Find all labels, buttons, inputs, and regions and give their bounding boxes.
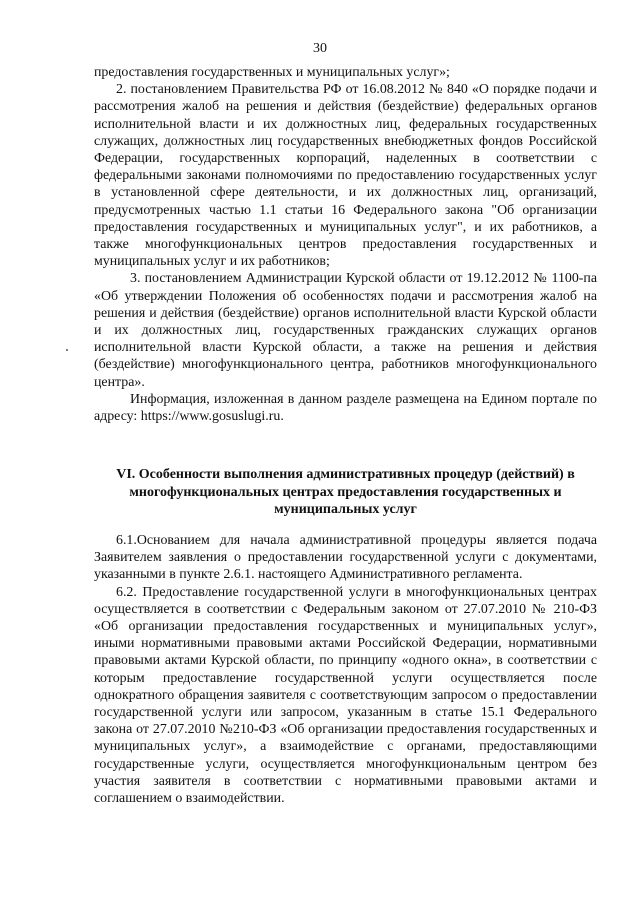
- page-number: 30: [313, 41, 327, 56]
- paragraph-6-1: 6.1.Основанием для начала административной процедуры является подача Заявителем заявления о предоставлении государственной услуги с документами, указанными в пункте 2.6.1. настоящего Административного регламента.: [94, 533, 597, 583]
- bottom-text-block: [94, 532, 597, 807]
- section-heading: VI. Особенности выполнения административных процедур (действий) в многофункциональных центрах предоставления государственных и муниципальных услуг: [116, 467, 575, 518]
- paragraph-item-2: 2. постановлением Правительства РФ от 16.08.2012 № 840 «О порядке подачи и рассмотрения жалоб на решения и действия (бездействие) федеральных органов исполнительной власти и их должностных лиц, федеральных государственных служащих, должностных лиц государственных внебюджетных фондов Российской Федерации, государственных корпораций, наделенных в соответствии с федеральными законами полномочиями по предоставлению государственных услуг в установленной сфере деятельности, и их должностных лиц, организаций, предусмотренных частью 1.1 статьи 16 Федерального закона "Об организации предоставления государственных и муниципальных услуг", и их работников, а также многофункциональных центров предоставления государственных и муниципальных услуг и их работников;: [94, 82, 597, 270]
- paragraph-continuation: предоставления государственных и муниципальных услуг»;: [94, 65, 450, 80]
- paragraph-item-3: 3. постановлением Администрации Курской области от 19.12.2012 № 1100-па «Об утверждении Положения об особенностях подачи и рассмотрения жалоб на решения и действия (бездействие) органов исполнительной власти Курской области и их должностных лиц, государственных гражданских служащих органов исполнительной власти Курской области, а также на решения и действия (бездействие) многофункционального центра, работников многофункционального центра».: [94, 271, 597, 390]
- scan-speck: [66, 349, 68, 351]
- top-text-block: [94, 64, 597, 425]
- paragraph-info: Информация, изложенная в данном разделе размещена на Едином портале по адресу: https://www.gosuslugi.ru.: [94, 391, 597, 425]
- paragraph-6-2: 6.2. Предоставление государственной услуги в многофункциональных центрах осуществляется в соответствии с Федеральным законом от 27.07.2010 № 210-ФЗ «Об организации предоставления государственных и муниципальных услуг», иными нормативными правовыми актами Российской Федерации, нормативными правовыми актами Курской области, по принципу «одного окна», в соответствии с которым предоставление государственной услуги осуществляется после однократного обращения заявителя с соответствующим запросом о предоставлении государственной услуги или запросом, указанным в статье 15.1 Федерального закона от 27.07.2010 №210-ФЗ «Об организации предоставления государственных и муниципальных услуг», а взаимодействие с органами, предоставляющими государственные услуги, осуществляется многофункциональным центром без участия заявителя в соответствии с нормативными правовыми актами и соглашением о взаимодействии.: [94, 584, 597, 807]
